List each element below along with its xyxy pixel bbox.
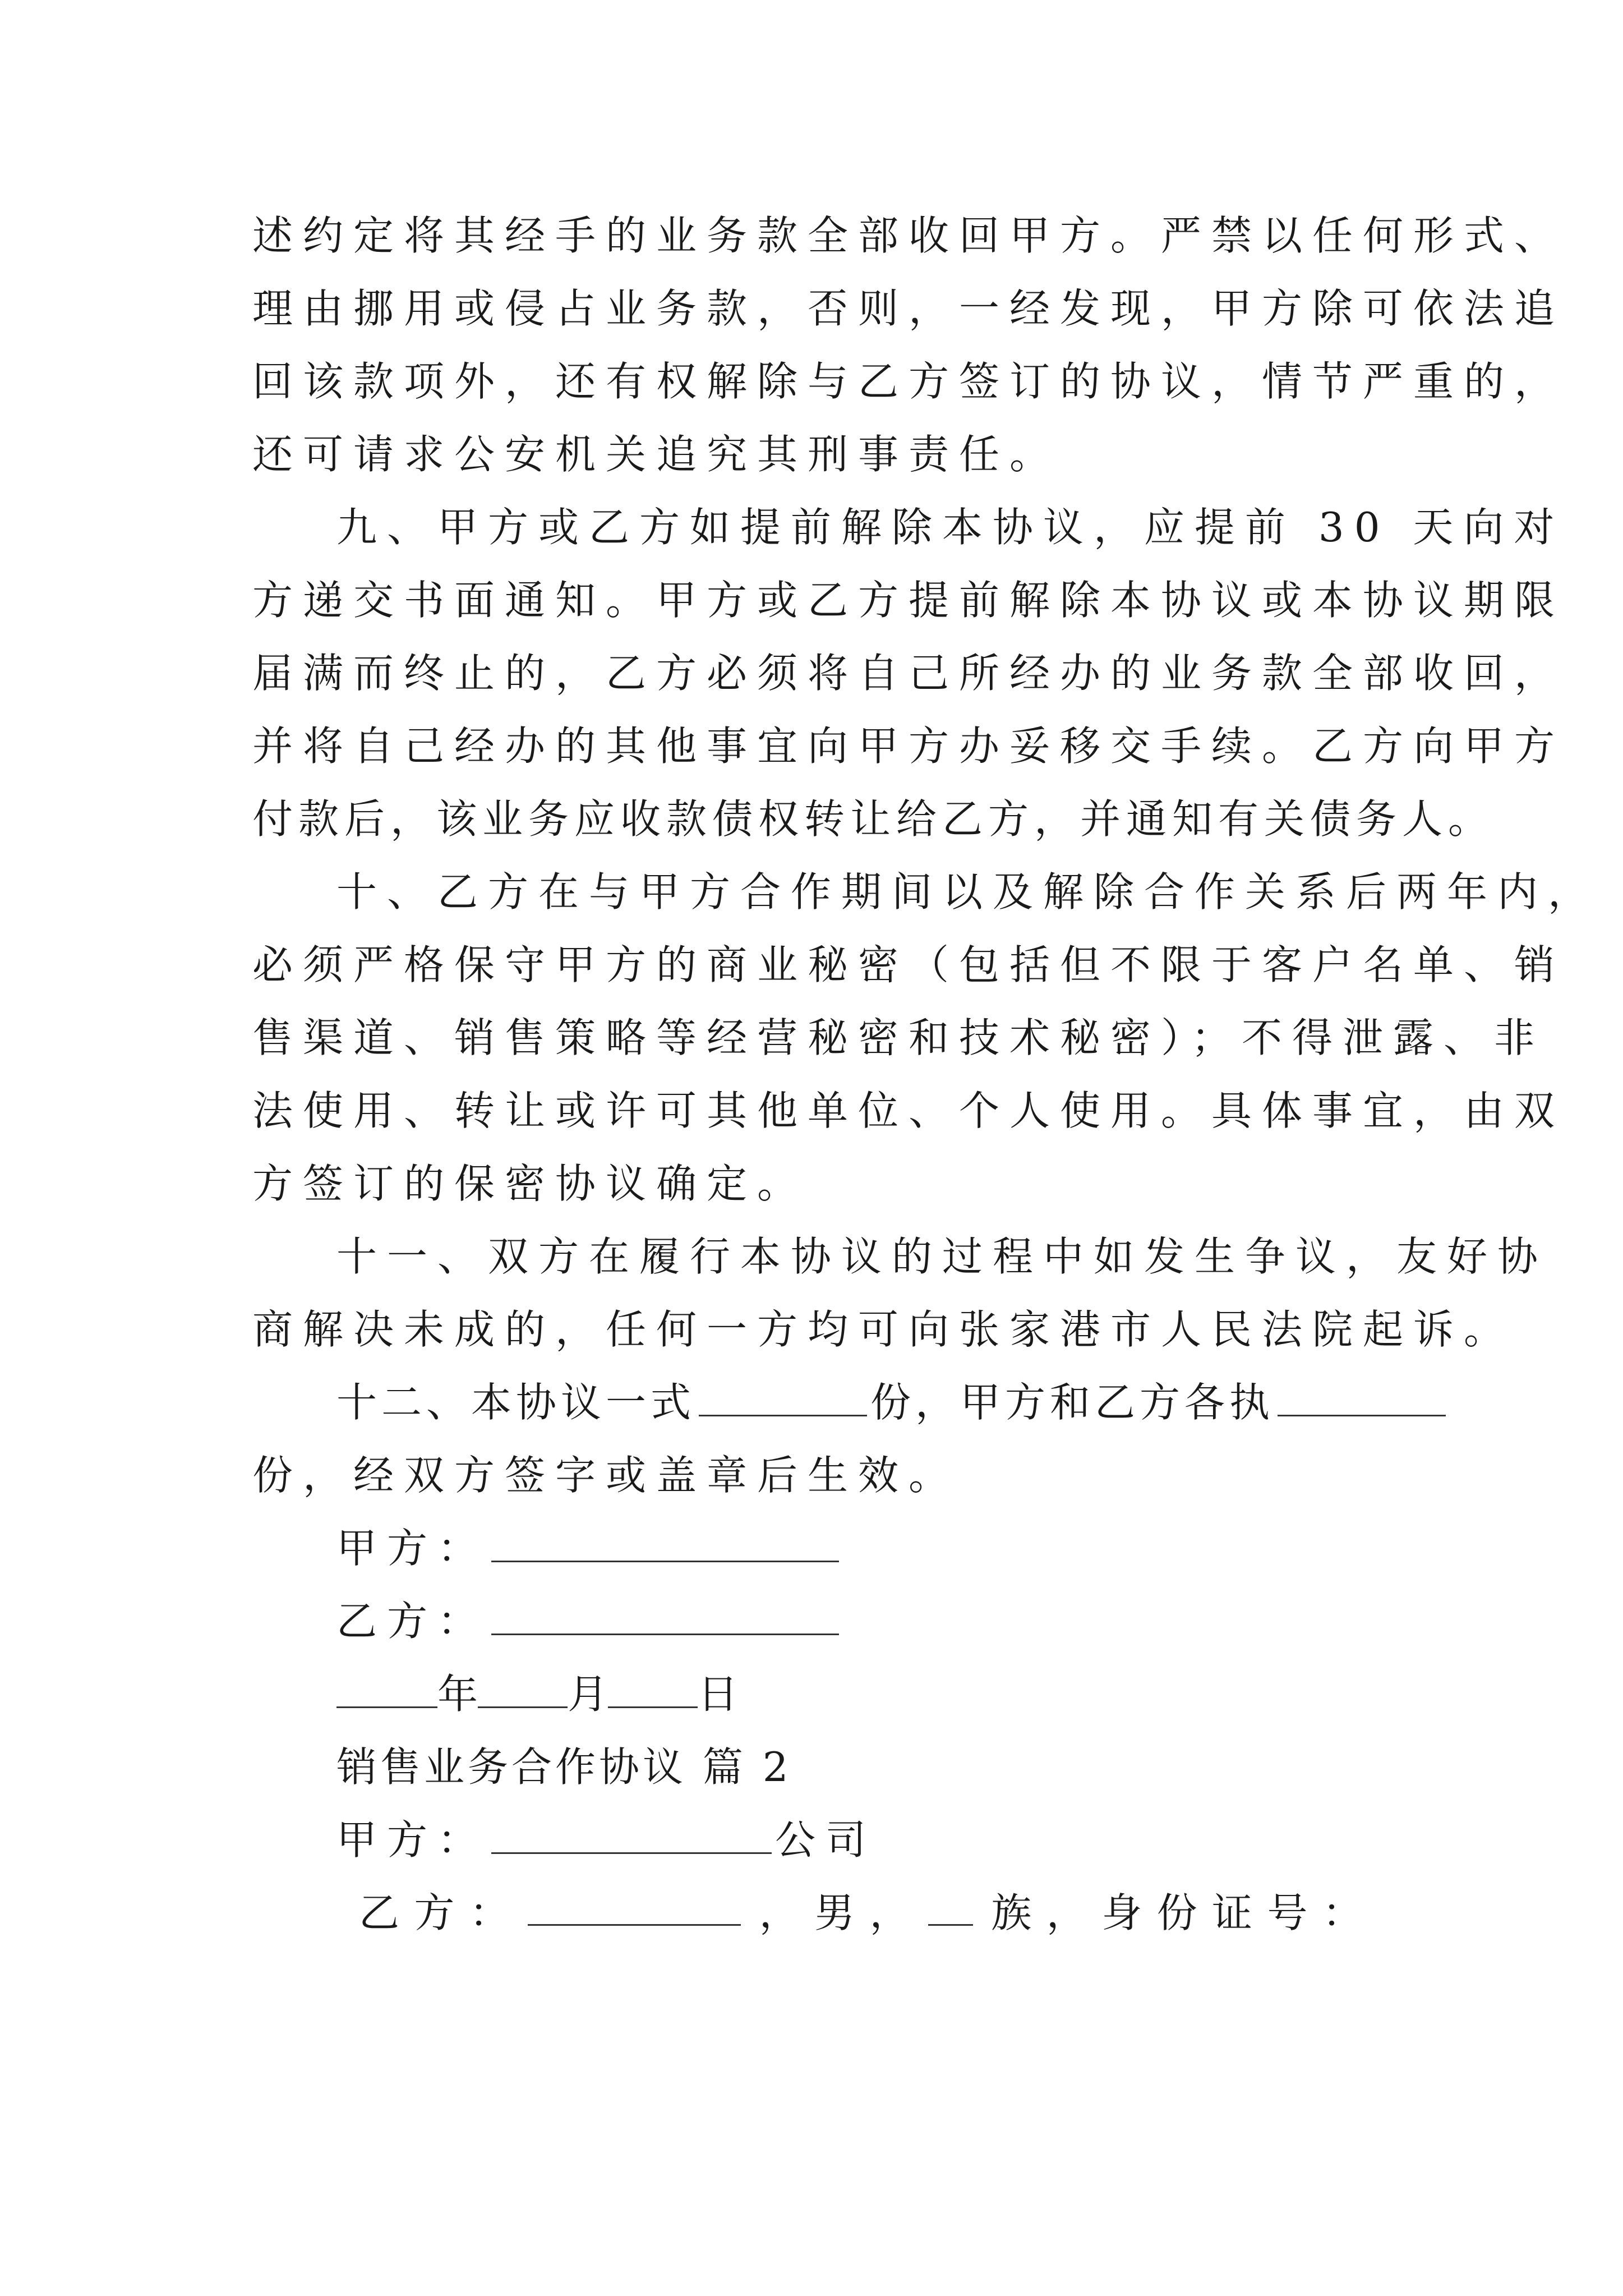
party-b-name-blank[interactable] bbox=[528, 1885, 741, 1926]
ethnicity-blank[interactable] bbox=[928, 1885, 973, 1926]
paragraph-line: 并将自己经办的其他事宜向甲方办妥移交手续。乙方向甲方 bbox=[252, 723, 1565, 770]
paragraph-line: 方签订的保密协议确定。 bbox=[252, 1160, 808, 1207]
section-title: 销售业务合作协议 篇 2 bbox=[336, 1743, 792, 1791]
paragraph-line: 付款后，该业务应收款债权转让给乙方，并通知有关债务人。 bbox=[252, 795, 1495, 843]
paragraph-line: 方递交书面通知。甲方或乙方提前解除本协议或本协议期限 bbox=[252, 577, 1565, 624]
copies-blank[interactable] bbox=[699, 1375, 867, 1416]
month-label: 月 bbox=[568, 1671, 608, 1718]
month-blank[interactable] bbox=[478, 1667, 568, 1708]
copies-each-blank[interactable] bbox=[1278, 1375, 1446, 1416]
party-b-char: 份 bbox=[1156, 1889, 1197, 1936]
party-b-char: 方 bbox=[414, 1889, 455, 1936]
party-b-char: ， bbox=[1046, 1889, 1087, 1936]
party-a-label: 甲方： bbox=[336, 1525, 488, 1572]
paragraph-line: 理由挪用或侵占业务款，否则，一经发现，甲方除可依法追 bbox=[252, 285, 1565, 332]
party-b-signature-line bbox=[336, 1593, 842, 1649]
party-b-char: 证 bbox=[1212, 1889, 1253, 1936]
company-name-blank[interactable] bbox=[491, 1813, 772, 1854]
day-blank[interactable] bbox=[608, 1667, 698, 1708]
clause-nine-line: 九、甲方或乙方如提前解除本协议，应提前 30 天向对 bbox=[336, 504, 1565, 551]
clause-twelve-text-b: 份，甲方和乙方各执 bbox=[870, 1379, 1275, 1426]
party-b-char: 号 bbox=[1267, 1889, 1308, 1936]
party-b-char: ， bbox=[759, 1889, 800, 1936]
party-b-char: 乙 bbox=[359, 1889, 400, 1936]
clause-ten-line: 十、乙方在与甲方合作期间以及解除合作关系后两年内， bbox=[336, 868, 1599, 915]
party-b-char: ： bbox=[469, 1889, 510, 1936]
party-a-blank[interactable] bbox=[491, 1521, 839, 1562]
paragraph-line: 售渠道、销售策略等经营秘密和技术秘密）；不得泄露、非 bbox=[252, 1014, 1545, 1061]
section2-party-a-label: 甲方： bbox=[336, 1816, 488, 1864]
paragraph-line: 必须严格保守甲方的商业秘密（包括但不限于客户名单、销 bbox=[252, 941, 1565, 988]
party-b-char: ： bbox=[1322, 1889, 1363, 1936]
paragraph-line: 届满而终止的，乙方必须将自己所经办的业务款全部收回， bbox=[252, 650, 1565, 697]
paragraph-line: 法使用、转让或许可其他单位、个人使用。具体事宜，由双 bbox=[252, 1087, 1565, 1134]
paragraph-line: 述约定将其经手的业务款全部收回甲方。严禁以任何形式、 bbox=[252, 212, 1565, 259]
paragraph-line: 商解决未成的，任何一方均可向张家港市人民法院起诉。 bbox=[252, 1306, 1515, 1353]
party-b-char: 身 bbox=[1101, 1889, 1142, 1936]
clause-twelve-line bbox=[336, 1374, 1449, 1430]
party-b-char: 族 bbox=[991, 1889, 1032, 1936]
company-suffix: 公司 bbox=[775, 1816, 877, 1864]
paragraph-line: 还可请求公安机关追究其刑事责任。 bbox=[252, 431, 1061, 478]
party-b-blank[interactable] bbox=[491, 1594, 839, 1635]
paragraph-line: 份，经双方签字或盖章后生效。 bbox=[252, 1452, 960, 1499]
date-line bbox=[336, 1666, 738, 1722]
section2-party-b-line bbox=[359, 1885, 1363, 1941]
party-b-label: 乙方： bbox=[336, 1598, 488, 1645]
party-a-signature-line bbox=[336, 1520, 842, 1576]
clause-twelve-text-a: 十二、本协议一式 bbox=[336, 1379, 696, 1426]
paragraph-line: 回该款项外，还有权解除与乙方签订的协议，情节严重的， bbox=[252, 358, 1565, 405]
year-label: 年 bbox=[437, 1671, 478, 1718]
section2-party-a-line bbox=[336, 1812, 876, 1868]
year-blank[interactable] bbox=[336, 1667, 437, 1708]
clause-eleven-line: 十一、双方在履行本协议的过程中如发生争议，友好协 bbox=[336, 1233, 1548, 1280]
party-b-char: 男 bbox=[814, 1889, 855, 1936]
day-label: 日 bbox=[698, 1671, 739, 1718]
party-b-char: ， bbox=[869, 1889, 910, 1936]
